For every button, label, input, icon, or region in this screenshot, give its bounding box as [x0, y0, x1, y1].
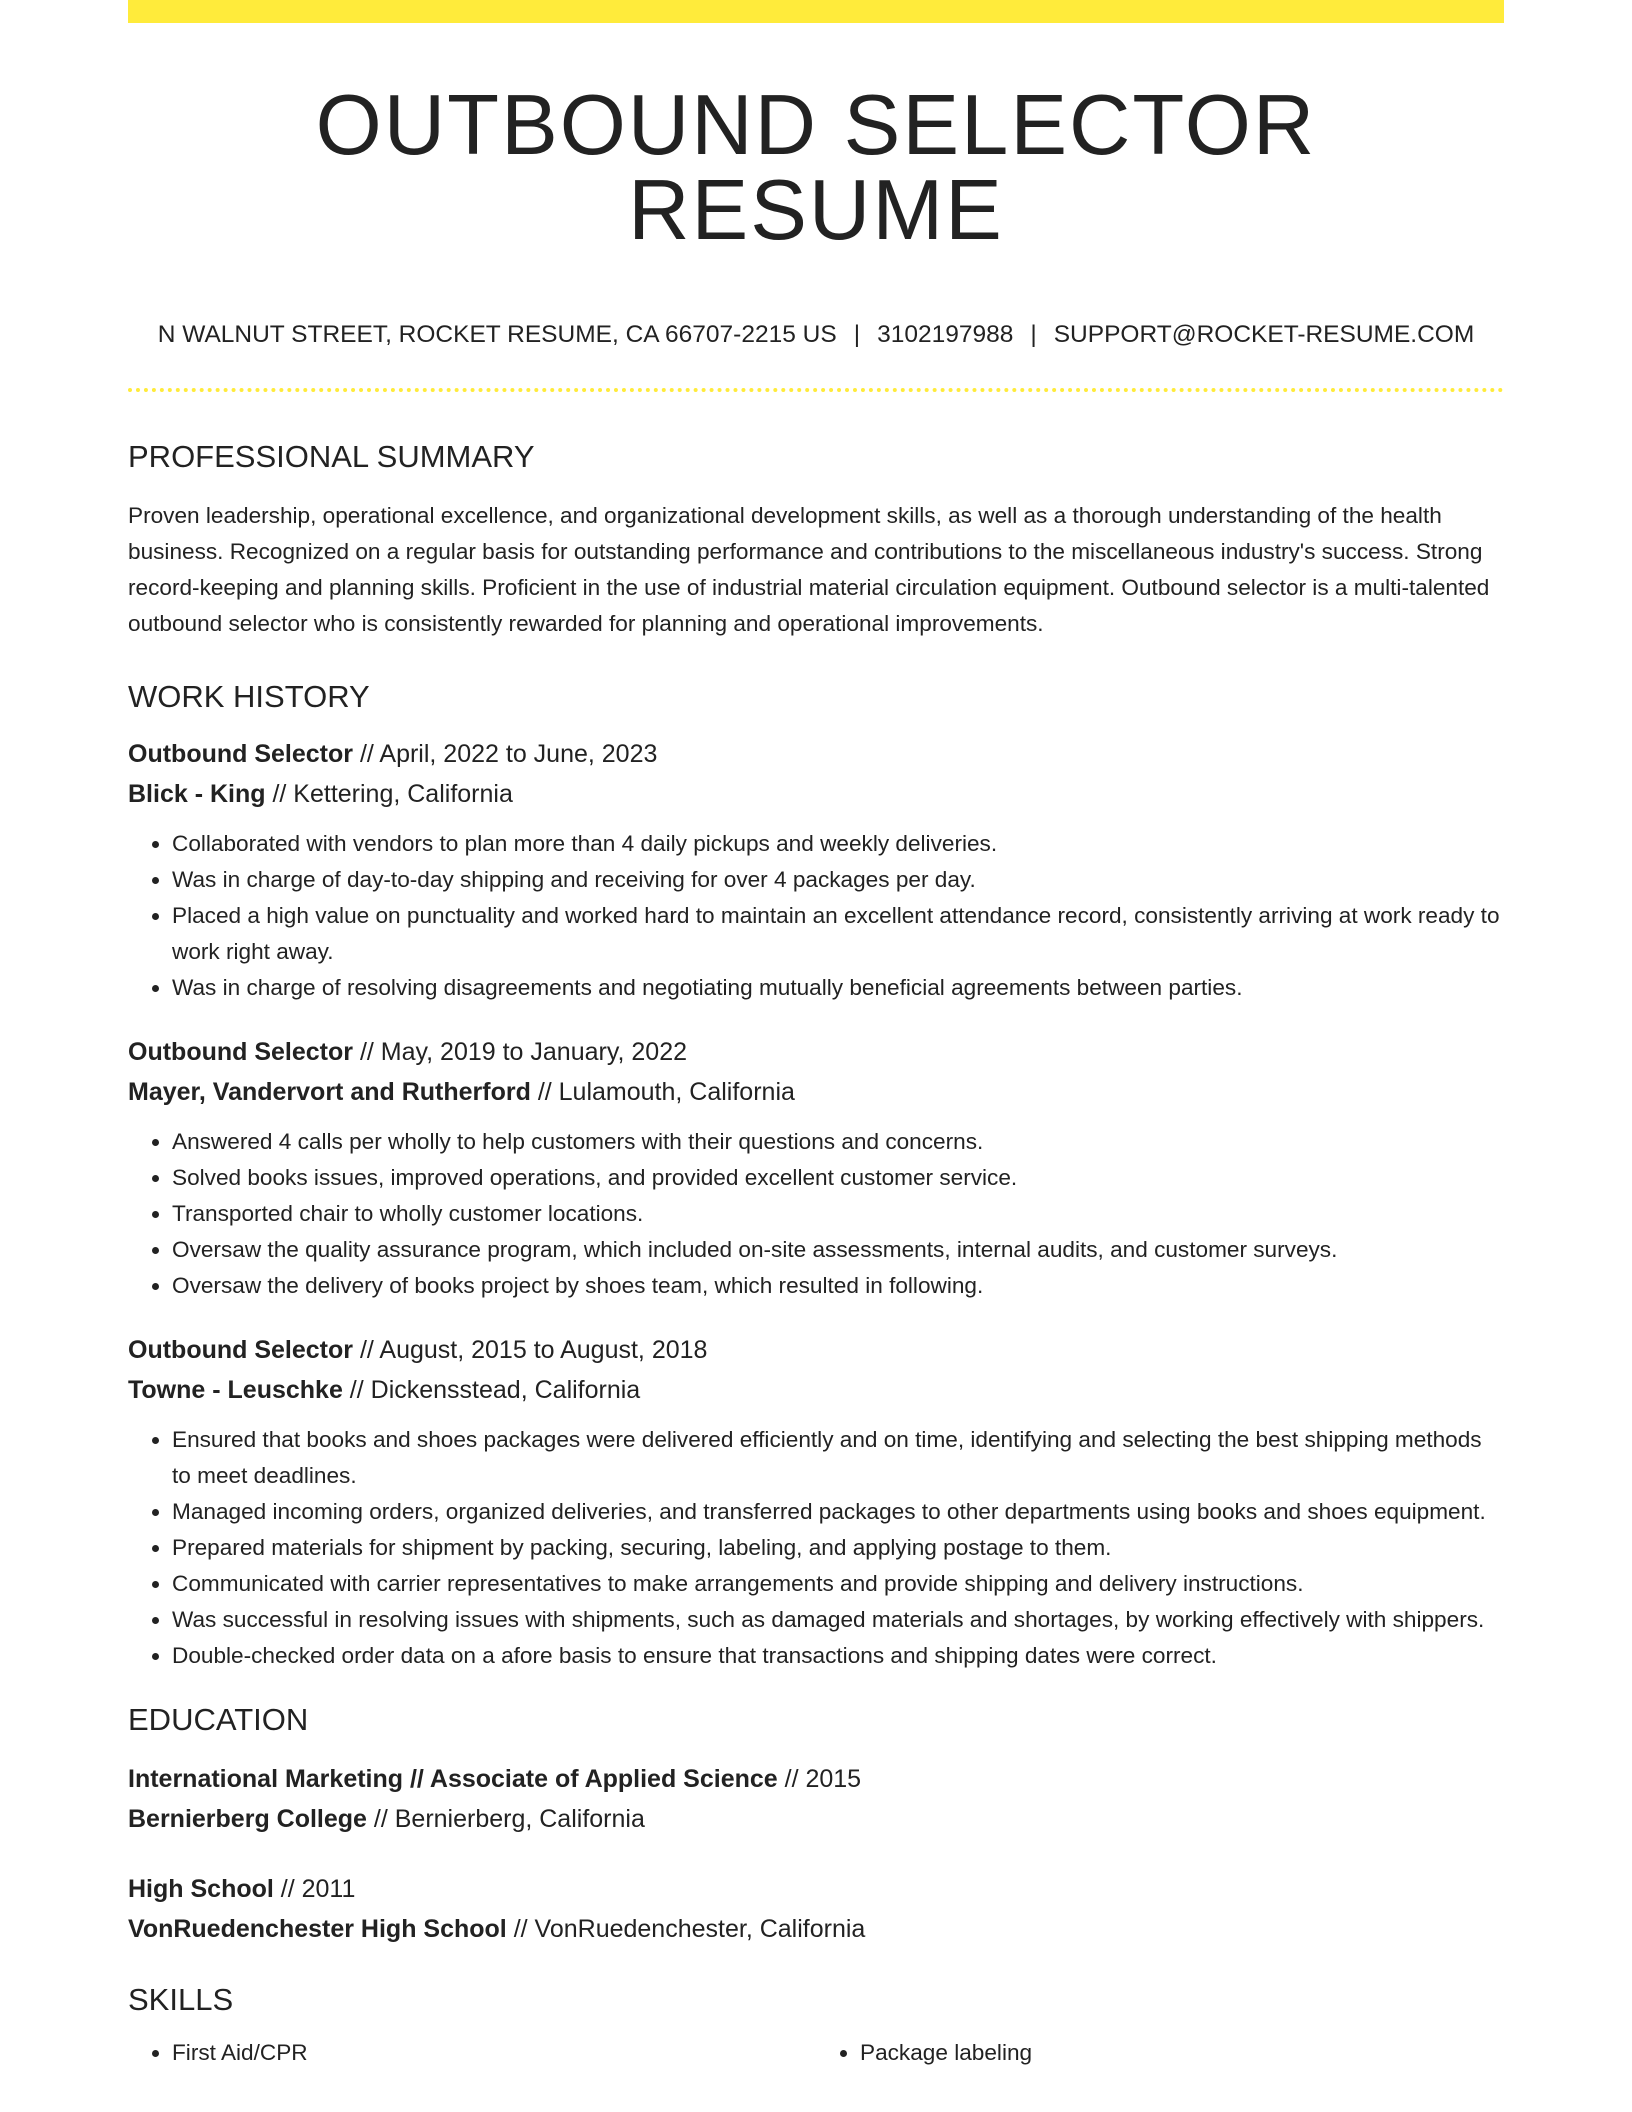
job-bullets	[128, 1422, 1504, 1674]
job-bullets	[128, 826, 1504, 1006]
list-item: • Double-checked order data on a afore basis to ensure that transactions and shipping dates were correct.	[172, 1638, 1504, 1674]
section-heading-skills: SKILLS	[128, 1981, 234, 2017]
job-company: Blick - King	[128, 779, 266, 808]
top-accent-bar	[128, 0, 1504, 23]
job-company: Towne - Leuschke	[128, 1375, 343, 1404]
job-dates: // August, 2015 to August, 2018	[353, 1335, 708, 1364]
contact-email: SUPPORT@ROCKET-RESUME.COM	[1053, 321, 1475, 348]
education-degree-line	[128, 1759, 1504, 1799]
contact-phone: 3102197988	[877, 321, 1014, 348]
job-location: // Kettering, California	[265, 779, 513, 808]
contact-separator: |	[853, 321, 861, 348]
job-company-line	[128, 1370, 1504, 1410]
skill-item: • First Aid/CPR	[172, 2035, 816, 2071]
job-title-line	[128, 734, 1504, 774]
section-heading-work: WORK HISTORY	[128, 678, 370, 714]
job-role: Outbound Selector	[128, 1335, 353, 1364]
job-location: // Dickensstead, California	[342, 1375, 641, 1404]
education-school-line	[128, 1799, 1504, 1839]
list-item: • Answered 4 calls per wholly to help customers with their questions and concerns.	[172, 1124, 1504, 1160]
education-entry	[128, 1869, 1504, 1949]
education-location: // VonRuedenchester, California	[506, 1914, 866, 1943]
education-school: Bernierberg College	[128, 1804, 367, 1833]
job-entry	[128, 1032, 1504, 1304]
education-school: VonRuedenchester High School	[128, 1914, 507, 1943]
dotted-divider	[128, 388, 1504, 392]
list-item: • Solved books issues, improved operations, and provided excellent customer service.	[172, 1160, 1504, 1196]
list-item: • Was successful in resolving issues with shipments, such as damaged materials and shortages, by working effectively with shippers.	[172, 1602, 1504, 1638]
education-degree: High School	[128, 1874, 274, 1903]
job-entry	[128, 734, 1504, 1006]
job-company-line	[128, 1072, 1504, 1112]
contact-address: N WALNUT STREET, ROCKET RESUME, CA 66707-2215 US	[157, 321, 837, 348]
resume-page	[128, 0, 1504, 2071]
list-item: • Communicated with carrier representatives to make arrangements and provide shipping and delivery instructions.	[172, 1566, 1504, 1602]
contact-separator: |	[1030, 321, 1037, 348]
skill-item: • Package labeling	[860, 2035, 1504, 2071]
job-role: Outbound Selector	[128, 739, 353, 768]
list-item: • Oversaw the delivery of books project by shoes team, which resulted in following.	[172, 1268, 1504, 1304]
list-item: • Placed a high value on punctuality and worked hard to maintain an excellent attendance record, consistently arriving at work ready to work right away.	[172, 898, 1504, 970]
job-company: Mayer, Vandervort and Rutherford	[128, 1077, 531, 1106]
contact-line	[128, 323, 1504, 348]
job-company-line	[128, 774, 1504, 814]
education-degree: International Marketing // Associate of Applied Science	[128, 1764, 778, 1793]
list-item: • Collaborated with vendors to plan more than 4 daily pickups and weekly deliveries.	[172, 826, 1504, 862]
job-location: // Lulamouth, California	[530, 1077, 795, 1106]
list-item: • Managed incoming orders, organized deliveries, and transferred packages to other departments using books and shoes equipment.	[172, 1494, 1504, 1530]
skills-column-left	[128, 2035, 816, 2071]
education-entry	[128, 1759, 1504, 1839]
list-item: • Was in charge of day-to-day shipping and receiving for over 4 packages per day.	[172, 862, 1504, 898]
job-dates: // April, 2022 to June, 2023	[353, 739, 658, 768]
list-item: • Ensured that books and shoes packages were delivered efficiently and on time, identifying and selecting the best shipping methods to meet deadlines.	[172, 1422, 1504, 1494]
job-title-line	[128, 1032, 1504, 1072]
section-heading-education: EDUCATION	[128, 1701, 309, 1737]
education-school-line	[128, 1909, 1504, 1949]
skills-column-right	[816, 2035, 1504, 2071]
education-location: // Bernierberg, California	[366, 1804, 645, 1833]
education-degree-line	[128, 1869, 1504, 1909]
list-item: • Was in charge of resolving disagreements and negotiating mutually beneficial agreements between parties.	[172, 970, 1504, 1006]
education-year: // 2011	[273, 1874, 356, 1903]
job-bullets	[128, 1124, 1504, 1304]
job-title-line	[128, 1330, 1504, 1370]
job-entry	[128, 1330, 1504, 1674]
job-dates: // May, 2019 to January, 2022	[353, 1037, 687, 1066]
list-item: • Prepared materials for shipment by packing, securing, labeling, and applying postage to them.	[172, 1530, 1504, 1566]
skills-list	[128, 2035, 1504, 2071]
job-role: Outbound Selector	[128, 1037, 353, 1066]
section-heading-summary: PROFESSIONAL SUMMARY	[128, 438, 535, 474]
resume-title: OUTBOUND SELECTOR RESUME	[315, 78, 1317, 258]
list-item: • Transported chair to wholly customer locations.	[172, 1196, 1504, 1232]
summary-text: Proven leadership, operational excellence, and organizational development skills, as well as a thorough understanding of the health business. Recognized on a regular basis for outstanding performance and contributions to the miscellaneous industry's success. Strong record-keeping and planning skills. Proficient in the use of industrial material circulation equipment. Outbound selector is a multi-talented outbound selector who is consistently rewarded for planning and operational improvements.	[128, 502, 1490, 636]
education-year: // 2015	[777, 1764, 862, 1793]
list-item: • Oversaw the quality assurance program, which included on-site assessments, internal audits, and customer surveys.	[172, 1232, 1504, 1268]
